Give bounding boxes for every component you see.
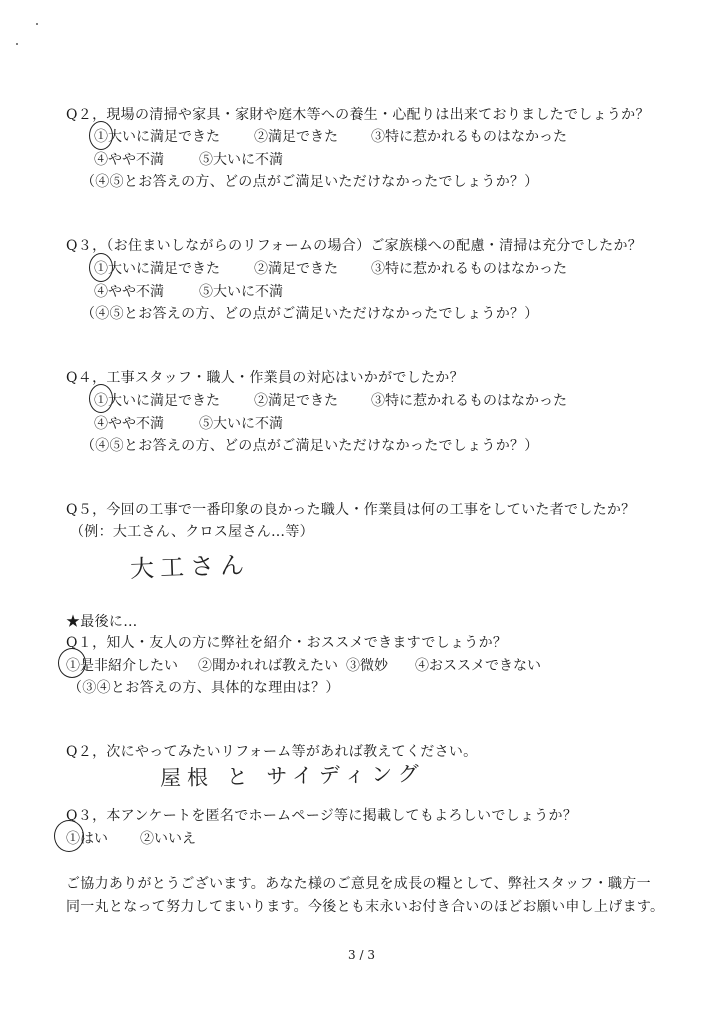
question-q2-text: Q２，現場の清掃や家具・家財や庭木等への養生・心配りは出来ておりましたでしょうか？ <box>66 107 650 123</box>
final-heading: ★最後に… <box>66 614 138 630</box>
final-q1-note: （③④とお答えの方、具体的な理由は？） <box>68 680 340 696</box>
answer-circle-mark <box>89 384 113 413</box>
final-q1-text: Q１，知人・友人の方に弊社を紹介・おススメできますでしょうか？ <box>66 635 508 651</box>
final-q3-option-1: ①はい <box>66 831 108 847</box>
answer-circle-mark <box>58 648 86 678</box>
final-q1-option-1: ①是非紹介したい <box>66 658 178 674</box>
final-q2-text: Q２，次にやってみたいリフォーム等があれば教えてください。 <box>66 744 478 760</box>
option-q4-4: ④やや不満 <box>94 416 164 432</box>
handwritten-answer-final-q2: 屋根 と サイディング <box>159 761 425 791</box>
option-q3-2: ②満足できた <box>254 261 338 277</box>
final-q1-option-4: ④おススメできない <box>415 658 541 674</box>
answer-circle-mark <box>89 121 113 150</box>
question-q3-note: （④⑤とお答えの方、どの点がご満足いただけなかったでしょうか？） <box>81 306 539 322</box>
question-q5-text: Q５，今回の工事で一番印象の良かった職人・作業員は何の工事をしていた者でしたか？ <box>66 502 636 518</box>
option-q4-5: ⑤大いに不満 <box>199 416 283 432</box>
handwritten-answer-q5: 大工さん <box>129 550 251 584</box>
option-q2-5: ⑤大いに不満 <box>199 152 283 168</box>
question-q4-text: Q４，工事スタッフ・職人・作業員の対応はいかがでしたか？ <box>66 370 464 386</box>
option-q2-4: ④やや不満 <box>94 152 164 168</box>
question-q4-note: （④⑤とお答えの方、どの点がご満足いただけなかったでしょうか？） <box>81 438 539 454</box>
option-q3-3: ③特に惹かれるものはなかった <box>371 261 567 277</box>
question-q5-example: （例：大工さん、クロス屋さん…等） <box>70 524 314 540</box>
option-q3-4: ④やや不満 <box>94 284 164 300</box>
option-q3-1: ①大いに満足できた <box>94 261 220 277</box>
final-q1-option-2: ②聞かれれば教えたい <box>198 658 338 674</box>
option-q4-1: ①大いに満足できた <box>94 393 220 409</box>
page-number: 3 / 3 <box>348 948 375 962</box>
question-q2-note: （④⑤とお答えの方、どの点がご満足いただけなかったでしょうか？） <box>81 174 539 190</box>
scan-speck <box>36 23 38 25</box>
question-q3-text: Q３，（お住まいしながらのリフォームの場合）ご家族様への配慮・清掃は充分でしたか？ <box>66 238 643 254</box>
scan-speck <box>16 43 18 45</box>
option-q4-3: ③特に惹かれるものはなかった <box>371 393 567 409</box>
answer-circle-mark <box>89 253 113 282</box>
answer-circle-mark <box>54 820 84 852</box>
option-q4-2: ②満足できた <box>254 393 338 409</box>
option-q2-2: ②満足できた <box>254 129 338 145</box>
closing-line-1: ご協力ありがとうございます。あなた様のご意見を成長の糧として、弊社スタッフ・職方一 <box>66 876 651 892</box>
final-q3-text: Q３，本アンケートを匿名でホームページ等に掲載してもよろしいでしょうか？ <box>66 808 578 824</box>
option-q2-3: ③特に惹かれるものはなかった <box>371 129 567 145</box>
final-q3-option-2: ②いいえ <box>140 831 196 847</box>
closing-line-2: 同一丸となって努力してまいります。今後とも末永いお付き合いのほどお願い申し上げます。 <box>66 899 665 915</box>
option-q3-5: ⑤大いに不満 <box>199 284 283 300</box>
option-q2-1: ①大いに満足できた <box>94 129 220 145</box>
final-q1-option-3: ③微妙 <box>346 658 388 674</box>
